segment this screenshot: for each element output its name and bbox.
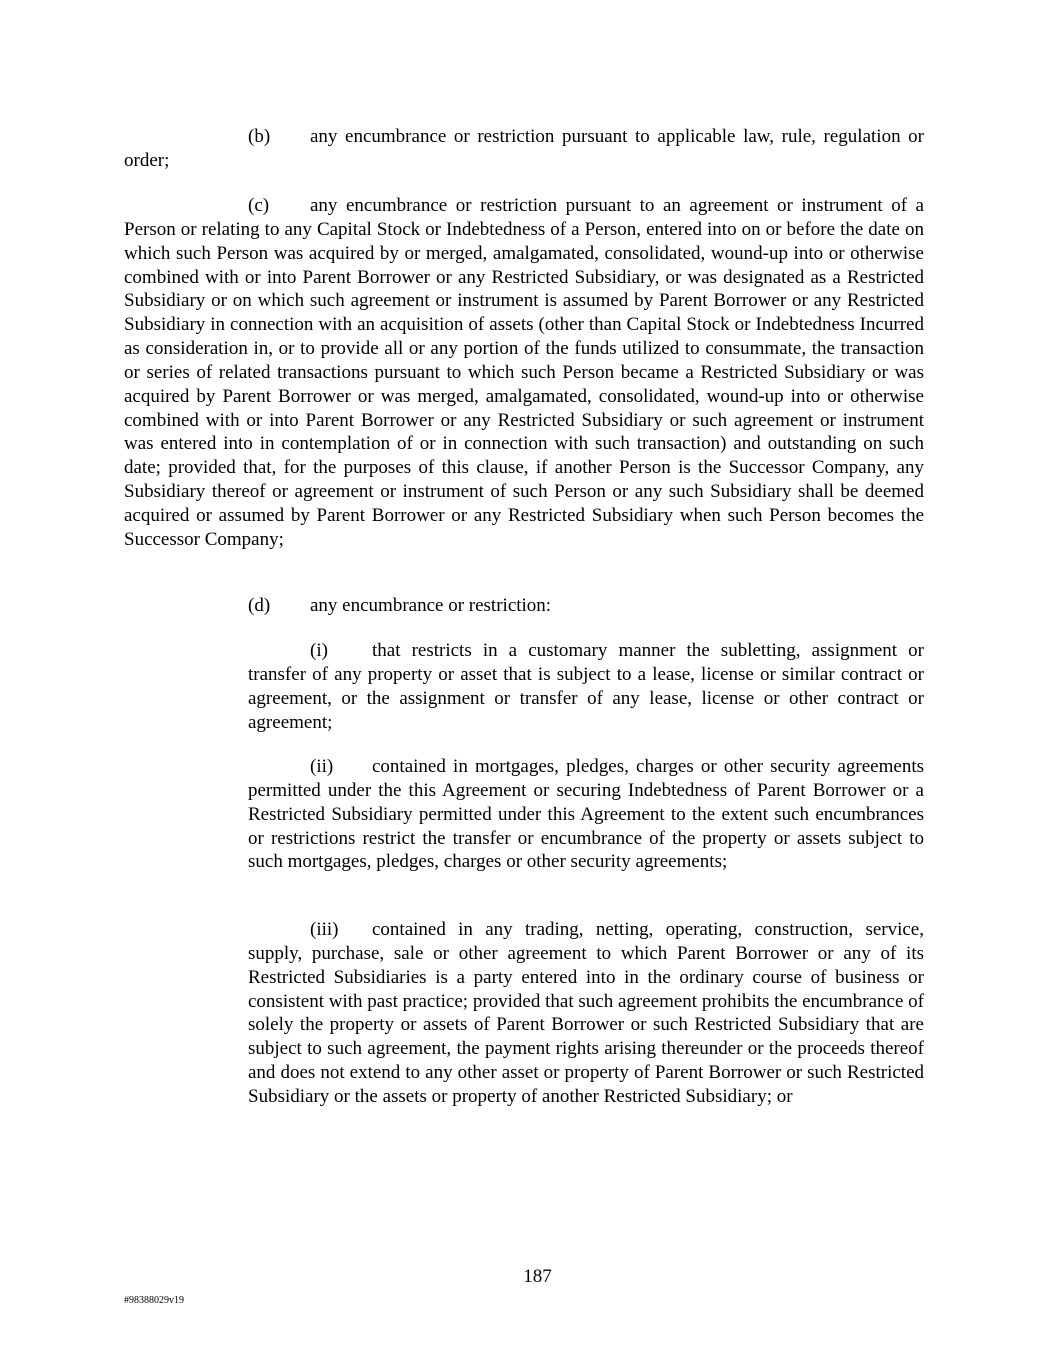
paragraph-c-text: any encumbrance or restriction pursuant to an agreement or instrument of a Person or relating to any Capital Stock or Indebtedness of a Person, entered into on or before the date on which such Person was acquired by or merged, amalgamated, consolidated, wound-up into or otherwise combined with or into Parent Borrower or any Restricted Subsidiary, or was designated as a Restricted Subsidiary or on which such agreement or instrument is assumed by Parent Borrower or any Restricted Subsidiary in connection with an acquisition of assets (other than Capital Stock or Indebtedness Incurred as consideration in, or to provide all or any portion of the funds utilized to consummate, the transaction or series of related transactions pursuant to which such Person became a Restricted Subsidiary or was acquired by Parent Borrower or was merged, amalgamated, consolidated, wound-up into or otherwise combined with or into Parent Borrower or any Restricted Subsidiary or such agreement or instrument was entered into in contemplation of or in connection with such transaction) and outstanding on such date; provided that, for the purposes of this clause, if another Person is the Successor Company, any Subsidiary thereof or agreement or instrument of such Person or any such Subsidiary shall be deemed acquired or assumed by Parent Borrower or any Restricted Subsidiary when such Person becomes the Successor Company; [124,195,924,550]
paragraph-d-i [248,639,924,734]
paragraph-d-iii-text: contained in any trading, netting, operating, construction, service, supply, purchase, sale or other agreement to which Parent Borrower or any of its Restricted Subsidiaries is a party entered into in the ordinary course of business or consistent with past practice; provided that such agreement prohibits the encumbrance of solely the property or assets of Parent Borrower or such Restricted Subsidiary that are subject to such agreement, the payment rights arising thereunder or the proceeds thereof and does not extend to any other asset or property of Parent Borrower or such Restricted Subsidiary or the assets or property of another Restricted Subsidiary; or [248,919,924,1107]
paragraph-d-iii [248,918,924,1109]
document-id: #98388029v19 [124,1295,184,1306]
paragraph-d-i-text: that restricts in a customary manner the subletting, assignment or transfer of any property or asset that is subject to a lease, license or similar contract or agreement, or the assignment or transfer of any lease, license or other contract or agreement; [248,640,924,733]
paragraph-d [124,594,924,618]
paragraph-d-iii-marker: (iii) [310,919,339,940]
paragraph-c [124,194,924,552]
paragraph-d-ii-marker: (ii) [310,756,334,777]
paragraph-c-marker: (c) [248,195,270,216]
paragraph-b-marker: (b) [248,126,271,147]
paragraph-b-text: any encumbrance or restriction pursuant to applicable law, rule, regulation or order; [124,126,924,171]
page-number: 187 [523,1266,552,1287]
paragraph-b [124,125,924,173]
paragraph-d-marker: (d) [248,595,271,616]
paragraph-d-ii-text: contained in mortgages, pledges, charges or other security agreements permitted under the this Agreement or securing Indebtedness of Parent Borrower or a Restricted Subsidiary permitted under this Agreement to the extent such encumbrances or restrictions restrict the transfer or encumbrance of the property or assets subject to such mortgages, pledges, charges or other security agreements; [248,756,924,873]
paragraph-d-ii [248,755,924,874]
paragraph-d-i-marker: (i) [310,640,328,661]
paragraph-d-text: any encumbrance or restriction: [310,595,552,616]
